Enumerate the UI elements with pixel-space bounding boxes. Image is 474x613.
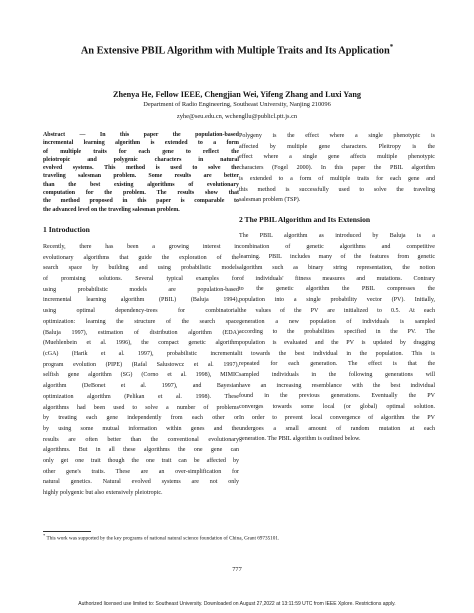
text-line: results are often better than the conventional evolutionary: [43, 436, 239, 443]
text-line: salesman problem (TSP).: [239, 197, 301, 204]
text-line: selfish gene algorithm (SG) (Corno et al. 1998), MIMIC: [43, 372, 239, 379]
text-line: incremental learning algorithm (PBIL) (Baluja 1994),: [43, 297, 239, 304]
text-line: undergoes a small amount of random mutation at each: [239, 425, 435, 432]
text-line: repeated for each generation. The effect is that the: [239, 361, 435, 368]
text-line: it towards the best individual in the population. This is: [239, 350, 435, 357]
text-line: other gene's traits. These are an over-simplification for: [43, 468, 239, 475]
text-line: generation a new population of individuals is sampled: [239, 318, 435, 325]
text-line: optimization algorithm (Pelikan et al. 1998). These: [43, 393, 239, 400]
text-line: according to the probabilities specified in the PV. The: [239, 329, 435, 336]
text-line: to the genetic algorithm the PBIL compresses the: [239, 286, 435, 293]
text-line: natural genetics. Natural evolved systems are not only: [43, 479, 239, 486]
text-line: highly polygenic but also extensively pleiotropic.: [43, 490, 163, 497]
text-line: population is evaluated and the PV is updated by dragging: [239, 339, 435, 346]
text-line: evolutionary algorithms that guide the exploration of the: [43, 254, 239, 261]
text-line: effect where a single gene affects multiple phenotypic: [239, 154, 435, 161]
page-number: 777: [232, 566, 242, 573]
text-line: program evolution (PIPE) (Rafal Salustowcz et al. 1997),: [43, 361, 239, 368]
text-line: this method is successfully used to solve the traveling: [239, 186, 435, 193]
text-line: evolved systems. This method is used to solve the: [43, 165, 239, 172]
text-line: incremental learning algorithm is extended to a form: [43, 140, 239, 147]
text-line: of multiple traits for each gene to reflect the: [43, 148, 239, 155]
text-line: only get one trait though the one trait can be affected by: [43, 458, 239, 465]
text-line: population into a single probability vector (PV). Initially,: [239, 297, 435, 304]
text-line: learning. PBIL includes many of the features from genetic: [239, 254, 435, 261]
text-line: computation for the problem. The results show that: [43, 190, 239, 197]
text-line: Abstract — In this paper the population-based: [43, 132, 239, 138]
text-line: traveling salesman problem. Some results are better: [43, 173, 239, 180]
text-line: than the best existing algorithms of evolutionary: [43, 181, 239, 188]
author-list: Zhenya He, Fellow IEEE, Chengjian Wei, Yifeng Zhang and Luxi Yang: [112, 90, 362, 99]
text-line: using probabilistic models are population-based: [43, 286, 239, 293]
text-line: The PBIL algorithm as introduced by Baluja is a: [239, 232, 435, 239]
right-column: [239, 131, 435, 445]
text-line: converges towards some local (or global) optimal solution.: [239, 404, 435, 411]
text-line: generation. The PBIL algorithm is outlined below.: [239, 436, 361, 443]
text-line: optimization: learning the structure of the search space: [43, 318, 239, 325]
text-line: algorithms. But in all these algorithms the one gene can: [43, 447, 239, 454]
text-line: sampled individuals in the following generations will: [239, 372, 435, 379]
text-line: algorithm (DeBonet et al. 1997), and Bayesian: [43, 383, 239, 390]
text-line: pleiotropic and polygenic characters in natural: [43, 156, 239, 163]
text-line: using optimal dependency-trees for combinatorial: [43, 308, 239, 315]
abstract: [43, 131, 239, 214]
footnote-divider: [43, 531, 91, 532]
text-line: affected by multiple gene characters. Pleitropy is the: [239, 143, 435, 150]
text-line: algorithms had been used to solve a number of problems: [43, 404, 239, 411]
pbil-section-body: [239, 231, 435, 445]
introduction-continued: [239, 131, 435, 206]
text-line: is extended to a form of multiple traits for each gene and: [239, 175, 435, 182]
text-line: by using some mutual information within genes and the: [43, 425, 239, 432]
text-line: (cGA) (Harik et al. 1997), probabilistic incremental: [43, 351, 239, 357]
license-notice: Authorized licensed use limited to: Southeast University. Downloaded on August 27,2022 at 13:11:59 UTC from IEEE Xplore. Restrictions apply.: [78, 601, 396, 607]
introduction-body: [43, 242, 239, 499]
section-heading-introduction: 1 Introduction: [43, 224, 90, 234]
text-line: found in the previous generations. Eventually the PV: [239, 393, 435, 400]
text-line: Recently, there has been a growing interest in: [43, 243, 239, 250]
text-line: Polygeny is the effect where a single phenotypic is: [239, 133, 435, 139]
text-line: In order to prevent local convergence of algorithm the PV: [239, 414, 435, 421]
text-line: have an increasing resemblance with the best individual: [239, 382, 435, 389]
text-line: algorithm such as binary string representation, the notion: [239, 265, 435, 272]
text-line: the method proposed in this paper is comparable to: [43, 198, 239, 205]
text-line: by treating each gene independently from each other or: [43, 415, 239, 422]
paper-title: An Extensive PBIL Algorithm with Multiple Traits and Its Application*: [80, 43, 394, 57]
left-column: [43, 131, 239, 499]
text-line: (Muehlenbein et al. 1996), the compact genetic algorithm: [43, 340, 239, 347]
affiliation: Department of Radio Engineering, Southeast University, Nanjing 210096: [143, 101, 331, 108]
text-line: characters (Fogel 2000). In this paper the PBIL algorithm: [239, 165, 435, 172]
section-heading-pbil: 2 The PBIL Algorithm and Its Extension: [239, 214, 371, 224]
footnote: * This work was supported by the key programs of national natural science foundation of China, Grant 69735101.: [43, 533, 280, 542]
text-line: the values of the PV are initialized to 0.5. At each: [239, 307, 435, 314]
title-footnote-marker: *: [389, 43, 394, 51]
text-line: (Baluja 1997), estimation of distribution algorithm (EDA): [43, 329, 239, 336]
text-line: search space by building and using probabilistic models: [43, 265, 239, 272]
text-line: of promising solutions. Several typical examples for: [43, 276, 239, 283]
text-line: combination of genetic algorithms and competitive: [239, 243, 435, 250]
text-line: the advanced level on the traveling salesman problem.: [43, 206, 180, 213]
author-emails: zyhe@seu.edu.cn, wchengllu@publicl.ptt.js.cn: [176, 113, 298, 120]
text-line: of individuals' fitness measures and mutations. Contrary: [239, 275, 435, 282]
